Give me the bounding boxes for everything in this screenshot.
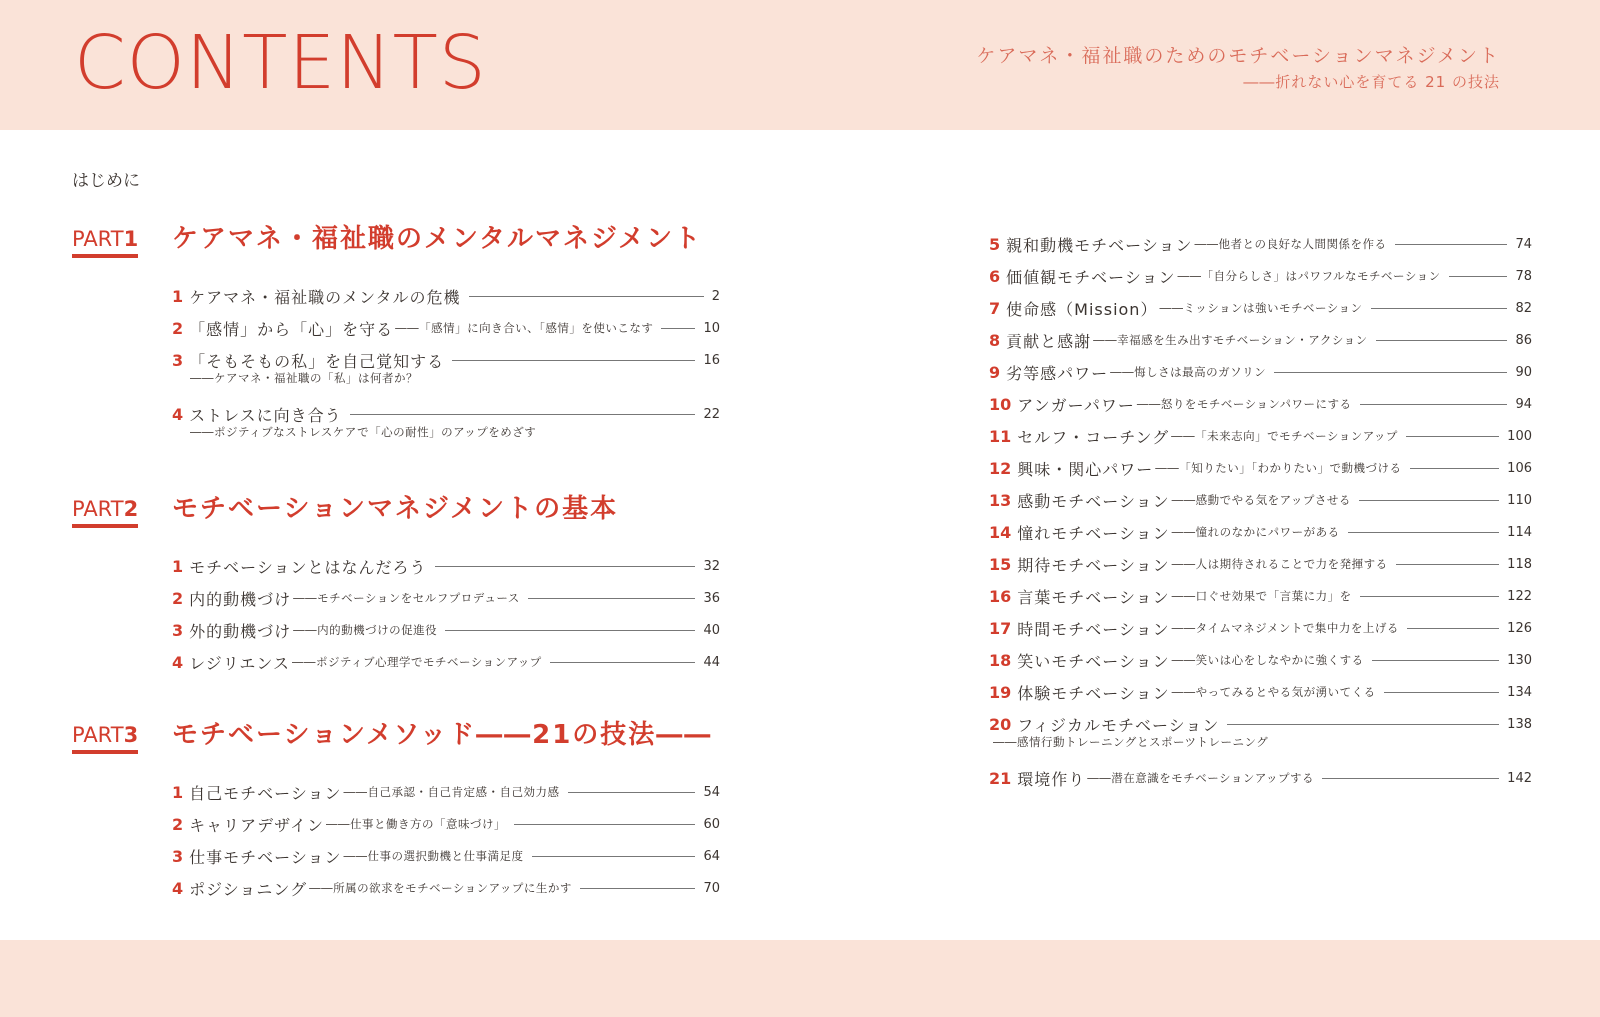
- entry-title: ケアマネ・福祉職のメンタルの危機: [189, 287, 461, 307]
- toc-entry[interactable]: [72, 312, 720, 344]
- leader-line: [1449, 276, 1508, 277]
- entry-title: モチベーションとはなんだろう: [189, 557, 427, 577]
- part-heading[interactable]: [72, 224, 720, 280]
- entry-subtitle: ――仕事と働き方の「意味づけ」: [326, 817, 507, 831]
- entry-number: 13: [989, 490, 1012, 510]
- toc-entry[interactable]: [72, 646, 720, 678]
- page-number: 32: [703, 558, 720, 574]
- leader-line: [1376, 340, 1508, 341]
- page-number: 86: [1515, 332, 1532, 348]
- leader-line: [1360, 596, 1500, 597]
- entry-number: 3: [172, 620, 184, 640]
- entry-title: 期待モチベーション: [1017, 555, 1170, 575]
- part-label: [72, 226, 138, 258]
- toc-entry[interactable]: [989, 612, 1532, 644]
- entry-subtitle: ――感動でやる気をアップさせる: [1171, 493, 1351, 507]
- entry-subtitle-line: ――感情行動トレーニングとスポーツトレーニング: [993, 735, 1269, 749]
- toc-entry[interactable]: [72, 582, 720, 614]
- leader-line: [1359, 500, 1499, 501]
- leader-line: [661, 328, 695, 329]
- entry-number: 11: [989, 426, 1012, 446]
- entry-subtitle: ――「感情」に向き合い、「感情」を使いこなす: [395, 321, 654, 335]
- page-number: 78: [1515, 268, 1532, 284]
- page-number: 40: [703, 622, 720, 638]
- entry-title: 環境作り: [1017, 769, 1086, 789]
- entry-title: 「そもそもの私」を自己覚知する: [189, 351, 445, 371]
- entry-subtitle: ――「未来志向」でモチベーションアップ: [1171, 429, 1398, 443]
- page-number: 110: [1507, 492, 1532, 508]
- page-number: 54: [703, 784, 720, 800]
- entry-number: 2: [172, 588, 184, 608]
- entry-subtitle: ――「知りたい」「わかりたい」で動機づける: [1155, 461, 1402, 475]
- page-number: 134: [1507, 684, 1532, 700]
- entry-title: 時間モチベーション: [1017, 619, 1170, 639]
- leader-line: [1360, 404, 1508, 405]
- entry-title: 憧れモチベーション: [1017, 523, 1170, 543]
- entry-title: セルフ・コーチング: [1017, 427, 1170, 447]
- entry-number: 21: [989, 768, 1012, 788]
- toc-entry[interactable]: [989, 228, 1532, 260]
- part-heading[interactable]: [72, 494, 720, 550]
- page-number: 10: [703, 320, 720, 336]
- toc-entry[interactable]: [989, 356, 1532, 388]
- leader-line: [1274, 372, 1507, 373]
- entry-title: 興味・関心パワー: [1017, 459, 1154, 479]
- toc-entry[interactable]: [989, 676, 1532, 708]
- leader-line: [350, 414, 696, 415]
- entry-subtitle: ――他者との良好な人間関係を作る: [1194, 237, 1387, 251]
- entry-title: 自己モチベーション: [189, 783, 342, 803]
- toc-entry[interactable]: [72, 776, 720, 808]
- leader-line: [532, 856, 696, 857]
- page-number: 70: [703, 880, 720, 896]
- leader-line: [1396, 564, 1500, 565]
- toc-entry[interactable]: [989, 420, 1532, 452]
- entry-number: 4: [172, 404, 184, 424]
- entry-subtitle: ――仕事の選択動機と仕事満足度: [343, 849, 524, 863]
- leader-line: [1227, 724, 1499, 725]
- page-number: 122: [1507, 588, 1532, 604]
- entry-subtitle: ――タイムマネジメントで集中力を上げる: [1171, 621, 1399, 635]
- toc-entry[interactable]: [72, 280, 720, 312]
- entry-number: 4: [172, 878, 184, 898]
- entry-number: 16: [989, 586, 1012, 606]
- entry-number: 20: [989, 714, 1012, 734]
- part-label-text: PART: [72, 227, 124, 251]
- entry-number: 3: [172, 846, 184, 866]
- entry-title: 体験モチベーション: [1017, 683, 1170, 703]
- entry-subtitle: ――潜在意識をモチベーションアップする: [1087, 771, 1315, 785]
- page-number: 36: [703, 590, 720, 606]
- entry-subtitle: ――悔しさは最高のガソリン: [1110, 365, 1267, 379]
- part-label: [72, 722, 138, 754]
- leader-line: [1371, 308, 1508, 309]
- entry-title: 使命感（Mission）: [1006, 299, 1158, 319]
- right-column: [989, 228, 1532, 794]
- entry-title: レジリエンス: [189, 653, 290, 673]
- entry-title: 価値観モチベーション: [1006, 267, 1176, 287]
- entry-title: キャリアデザイン: [189, 815, 325, 835]
- footer-band: [0, 940, 1600, 1017]
- entry-title: 親和動機モチベーション: [1006, 235, 1193, 255]
- toc-entry[interactable]: [72, 550, 720, 582]
- page-number: 94: [1515, 396, 1532, 412]
- leader-line: [1384, 692, 1500, 693]
- entry-title: ストレスに向き合う: [189, 405, 342, 425]
- entry-number: 17: [989, 618, 1012, 638]
- toc-entry[interactable]: [989, 762, 1532, 794]
- leader-line: [435, 566, 696, 567]
- page-number: 142: [1507, 770, 1532, 786]
- leader-line: [452, 360, 695, 361]
- part-title: モチベーションメソッド――21の技法――: [172, 720, 713, 750]
- page-number: 138: [1507, 716, 1532, 732]
- entry-title: フィジカルモチベーション: [1017, 715, 1220, 735]
- entry-title: 外的動機づけ: [189, 621, 292, 641]
- part-label-text: PART: [72, 497, 124, 521]
- entry-number: 2: [172, 814, 184, 834]
- leader-line: [550, 662, 696, 663]
- page-number: 16: [703, 352, 720, 368]
- entry-title: 仕事モチベーション: [189, 847, 342, 867]
- entry-subtitle: ――所属の欲求をモチベーションアップに生かす: [309, 881, 572, 895]
- toc-entry[interactable]: [989, 484, 1532, 516]
- leader-line: [528, 598, 696, 599]
- leader-line: [469, 296, 704, 297]
- page-number: 100: [1507, 428, 1532, 444]
- leader-line: [1410, 468, 1500, 469]
- entry-subtitle: ――ミッションは強いモチベーション: [1159, 301, 1363, 315]
- entry-subtitle: ――怒りをモチベーションパワーにする: [1136, 397, 1352, 411]
- entry-title: アンガーパワー: [1017, 395, 1135, 415]
- entry-subtitle: ――ポジティブ心理学でモチベーションアップ: [291, 655, 542, 669]
- entry-title: 内的動機づけ: [189, 589, 292, 609]
- entry-title: 劣等感パワー: [1006, 363, 1109, 383]
- page-number: 118: [1507, 556, 1532, 572]
- toc-entry[interactable]: [72, 872, 720, 904]
- entry-number: 19: [989, 682, 1012, 702]
- toc-entry[interactable]: [989, 388, 1532, 420]
- entry-number: 15: [989, 554, 1012, 574]
- page-number: 130: [1507, 652, 1532, 668]
- part-label-number: 2: [123, 497, 139, 521]
- toc-entry[interactable]: [72, 840, 720, 872]
- page-number: 22: [703, 406, 720, 422]
- page-number: 82: [1515, 300, 1532, 316]
- entry-number: 1: [172, 556, 184, 576]
- entry-subtitle: ――やってみるとやる気が湧いてくる: [1171, 685, 1376, 699]
- leader-line: [514, 824, 695, 825]
- entry-title: 笑いモチベーション: [1017, 651, 1170, 671]
- page-number: 60: [703, 816, 720, 832]
- intro-link[interactable]: はじめに: [72, 171, 140, 191]
- book-title: ケアマネ・福祉職のためのモチベーションマネジメント: [976, 45, 1500, 67]
- part-title: ケアマネ・福祉職のメンタルマネジメント: [172, 224, 703, 254]
- entry-subtitle-line: ――ケアマネ・福祉職の「私」は何者か？: [190, 371, 418, 385]
- entry-number: 18: [989, 650, 1012, 670]
- leader-line: [1322, 778, 1499, 779]
- entry-number: 7: [989, 298, 1001, 318]
- entry-number: 9: [989, 362, 1001, 382]
- entry-title: 「感情」から「心」を守る: [189, 319, 394, 339]
- entry-subtitle: ――口ぐせ効果で「言葉に力」を: [1171, 589, 1352, 603]
- entry-title: 貢献と感謝: [1006, 331, 1092, 351]
- entry-subtitle: ――憧れのなかにパワーがある: [1171, 525, 1340, 539]
- entry-title: 感動モチベーション: [1017, 491, 1170, 511]
- entry-subtitle: ――幸福感を生み出すモチベーション・アクション: [1093, 333, 1368, 347]
- entry-number: 10: [989, 394, 1012, 414]
- entry-title: 言葉モチベーション: [1017, 587, 1170, 607]
- entry-subtitle: ――人は期待されることで力を発揮する: [1171, 557, 1388, 571]
- part-heading[interactable]: [72, 720, 720, 776]
- toc-entry[interactable]: [989, 580, 1532, 612]
- entry-subtitle: ――「自分らしさ」はパワフルなモチベーション: [1177, 269, 1441, 283]
- toc-entry[interactable]: [989, 324, 1532, 356]
- entry-number: 6: [989, 266, 1001, 286]
- leader-line: [1348, 532, 1500, 533]
- entry-number: 8: [989, 330, 1001, 350]
- entry-number: 4: [172, 652, 184, 672]
- toc-entry[interactable]: [989, 292, 1532, 324]
- entry-subtitle: ――自己承認・自己肯定感・自己効力感: [343, 785, 560, 799]
- left-column: [72, 224, 720, 904]
- part-label-number: 1: [123, 227, 139, 251]
- leader-line: [1372, 660, 1500, 661]
- part-title: モチベーションマネジメントの基本: [172, 494, 619, 524]
- entry-subtitle: ――モチベーションをセルフプロデュース: [293, 591, 520, 605]
- page-number: 106: [1507, 460, 1532, 476]
- toc-entry[interactable]: [72, 808, 720, 840]
- page-number: 2: [711, 288, 720, 304]
- toc-entry[interactable]: [989, 452, 1532, 484]
- page-number: 126: [1507, 620, 1532, 636]
- leader-line: [1407, 628, 1499, 629]
- entry-subtitle: ――笑いは心をしなやかに強くする: [1171, 653, 1364, 667]
- leader-line: [580, 888, 696, 889]
- page-number: 64: [703, 848, 720, 864]
- page-number: 44: [703, 654, 720, 670]
- leader-line: [1395, 244, 1508, 245]
- toc-entry[interactable]: [989, 260, 1532, 292]
- entry-number: 3: [172, 350, 184, 370]
- toc-entry[interactable]: [989, 644, 1532, 676]
- leader-line: [1406, 436, 1499, 437]
- page-number: 74: [1515, 236, 1532, 252]
- part-label-number: 3: [123, 723, 139, 747]
- entry-title: ポジショニング: [189, 879, 308, 899]
- entry-number: 5: [989, 234, 1001, 254]
- entry-subtitle: ――内的動機づけの促進役: [293, 623, 438, 637]
- leader-line: [568, 792, 696, 793]
- part-label-text: PART: [72, 723, 124, 747]
- page-number: 90: [1515, 364, 1532, 380]
- toc-entry[interactable]: [989, 548, 1532, 580]
- entry-number: 14: [989, 522, 1012, 542]
- toc-entry[interactable]: [72, 614, 720, 646]
- page-number: 114: [1507, 524, 1532, 540]
- part-label: [72, 496, 138, 528]
- contents-logo: CONTENTS: [74, 20, 487, 106]
- entry-number: 1: [172, 286, 184, 306]
- entry-subtitle-line: ――ポジティブなストレスケアで「心の耐性」のアップをめざす: [190, 425, 537, 439]
- entry-number: 2: [172, 318, 184, 338]
- toc-entry[interactable]: [989, 516, 1532, 548]
- entry-number: 12: [989, 458, 1012, 478]
- leader-line: [445, 630, 695, 631]
- entry-number: 1: [172, 782, 184, 802]
- book-subtitle: ――折れない心を育てる 21 の技法: [1243, 73, 1500, 91]
